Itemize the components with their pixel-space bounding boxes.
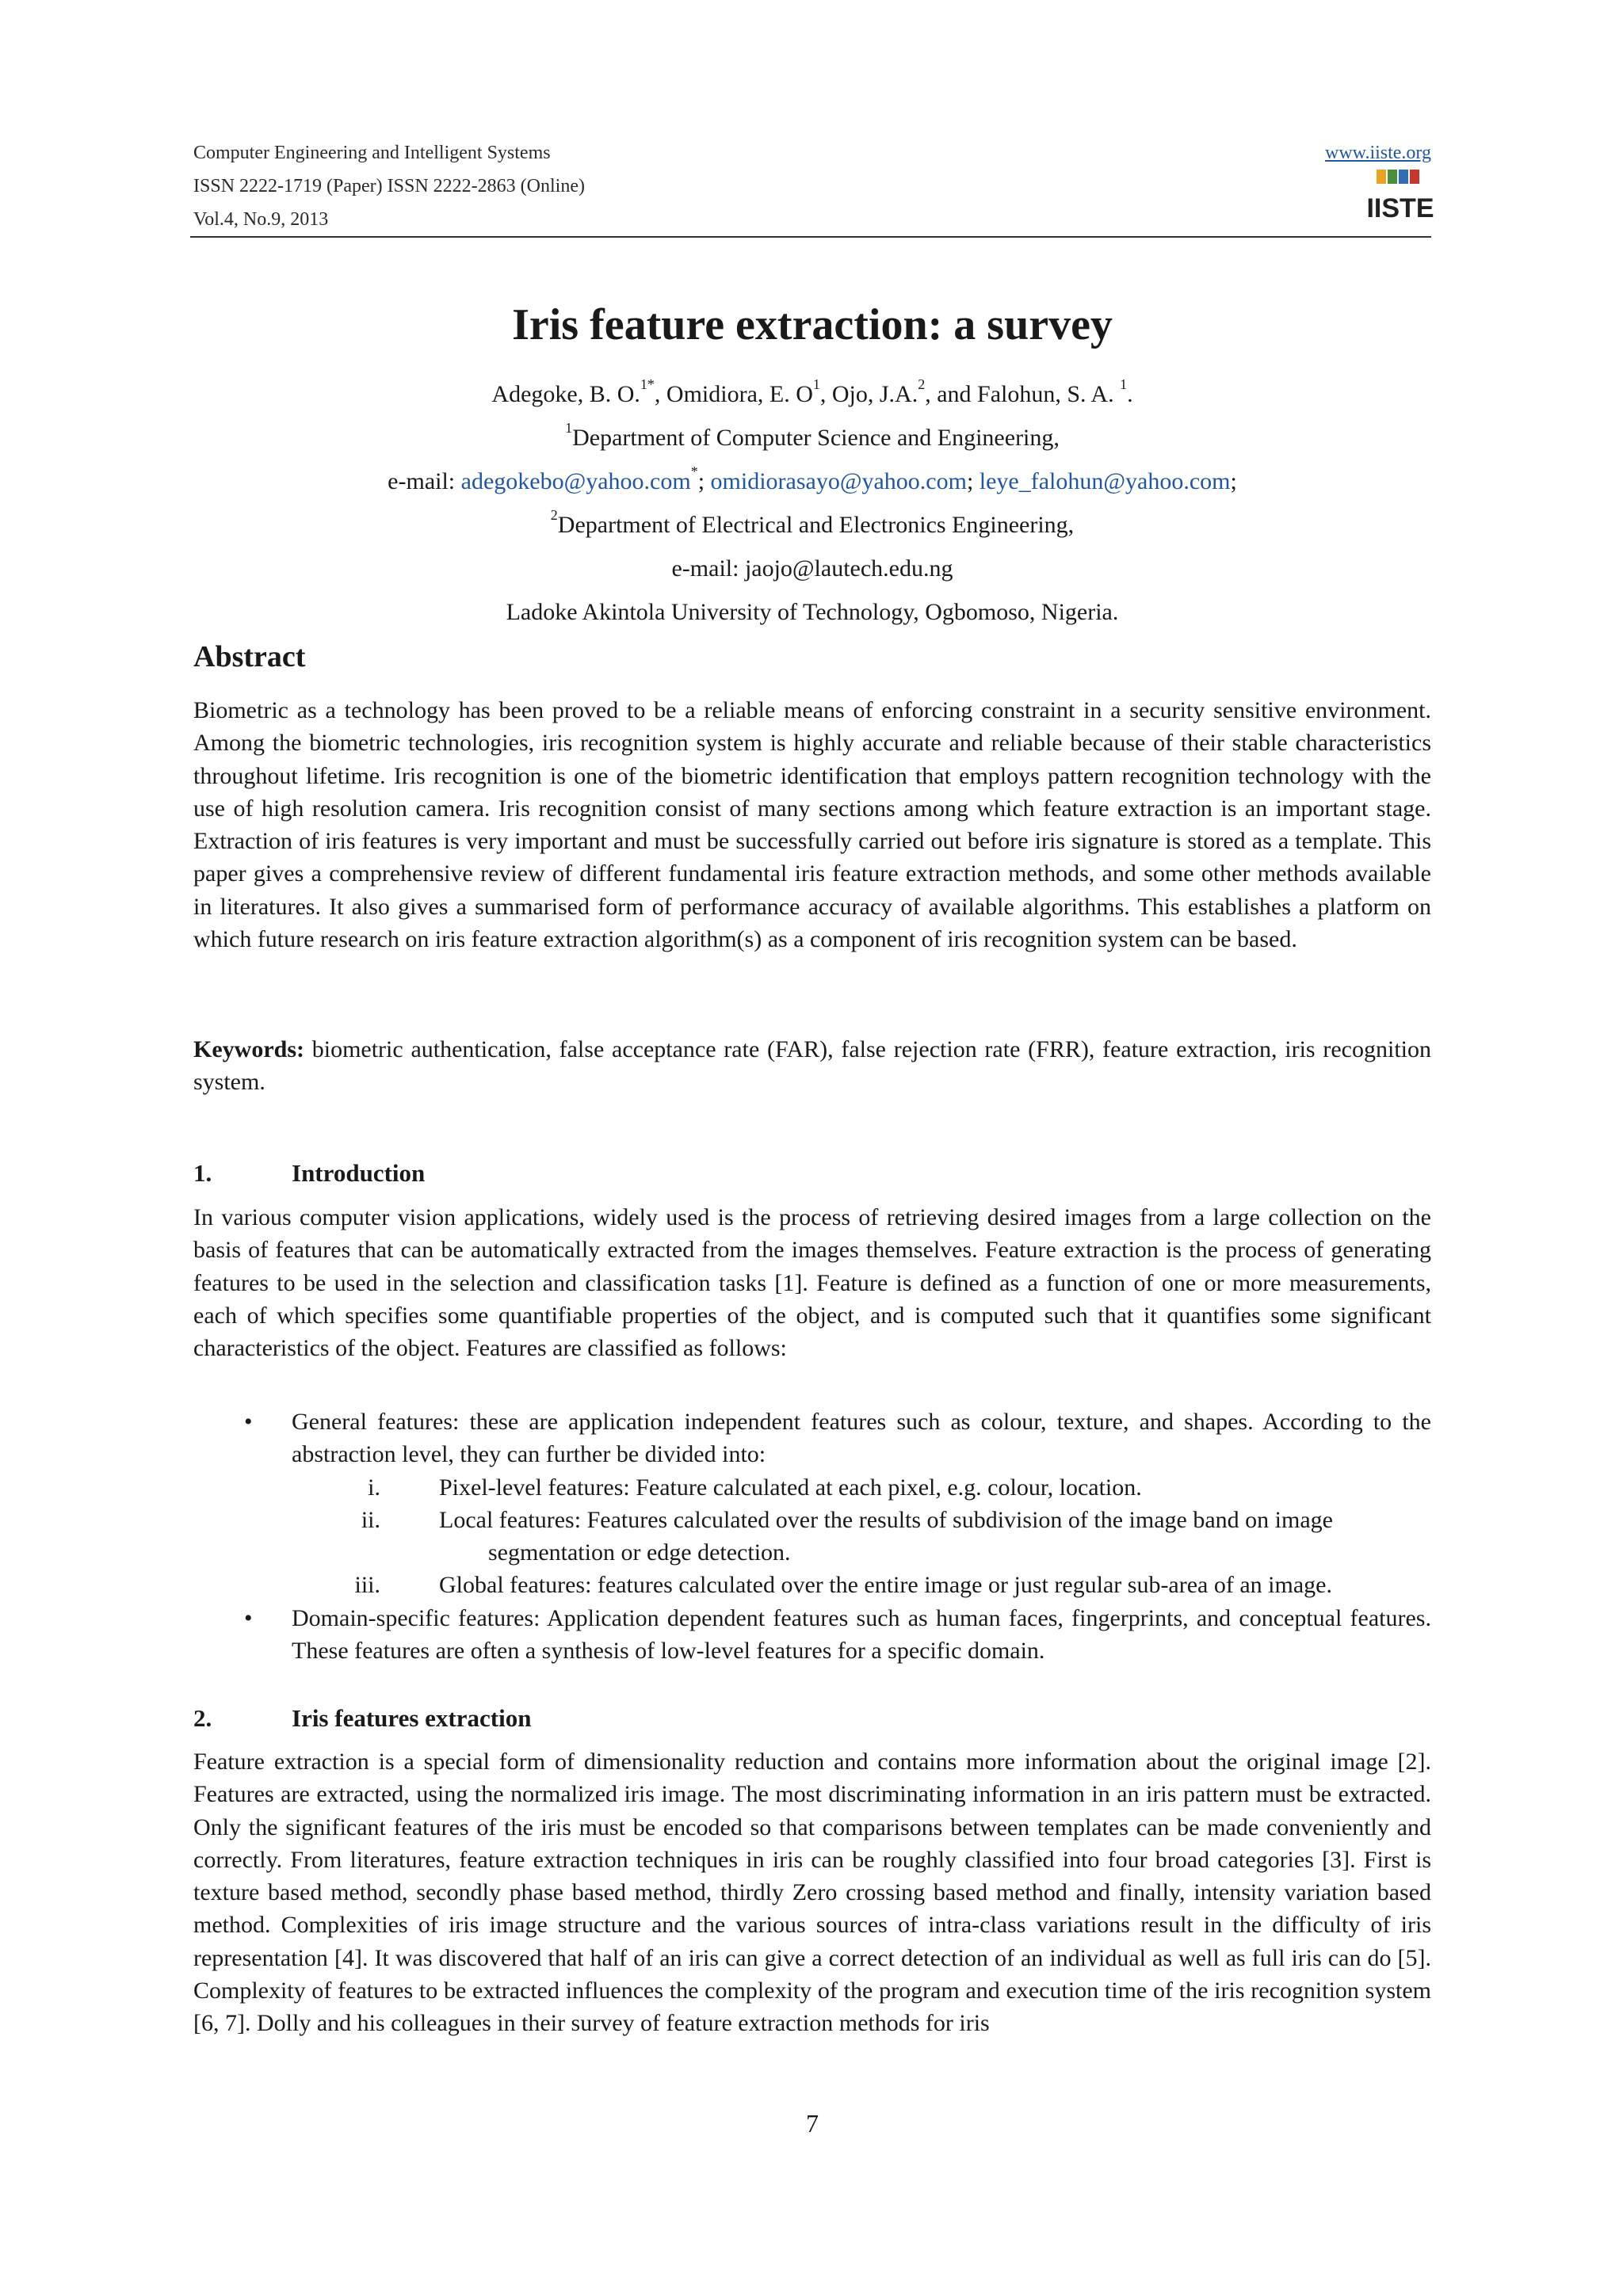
section-2-heading: 2. Iris features extraction	[193, 1704, 532, 1732]
list-item: • General features: these are application independent features such as colour, texture, and shapes. According to the abstraction level, they can further be divided into:	[193, 1405, 1431, 1471]
running-header	[193, 136, 1431, 236]
volume-line: Vol.4, No.9, 2013	[193, 209, 329, 230]
paper-title: Iris feature extraction: a survey	[512, 300, 1113, 349]
section-2-body: Feature extraction is a special form of dimensionality reduction and contains more information about the original image [2]. Features are extracted, using the normalized iris image. The most discriminating information in an iris pattern must be extracted. Only the significant features of the iris must be encoded so that comparisons between templates can be made conveniently and correctly. From literatures, feature extraction techniques in iris can be roughly classified into four broad categories [3]. First is texture based method, secondly phase based method, thirdly Zero crossing based method and finally, intensity variation based method. Complexities of iris image structure and the various sources of intra-class variations result in the difficulty of iris representation [4]. It was discovered that half of an iris can give a correct detection of an individual as well as full iris can do [5]. Complexity of features to be extracted influences the complexity of the program and execution time of the iris recognition system [6, 7]. Dolly and his colleagues in their survey of feature extraction methods for iris	[193, 1749, 1431, 2037]
section-1-body: In various computer vision applications, widely used is the process of retrieving desired images from a large collection on the basis of features that can be automatically extracted from the images themselves. Feature extraction is the process of generating features to be used in the selection and classification tasks [1]. Feature is defined as a function of one or more measurements, each of which specifies some quantifiable properties of the object, and is computed such that it quantifies some significant characteristics of the object. Features are classified as follows:	[193, 1204, 1431, 1362]
abstract-text: Biometric as a technology has been proved to be a reliable means of enforcing constraint in a security sensitive environment. Among the biometric technologies, iris recognition system is highly accurate and reliable because of their stable characteristics throughout lifetime. Iris recognition is one of the biometric identification that employs pattern recognition technology with the use of high resolution camera. Iris recognition consist of many sections among which feature extraction is an important stage. Extraction of iris features is very important and must be successfully carried out before iris signature is stored as a template. This paper gives a comprehensive review of different fundamental iris feature extraction methods, and some other methods available in literatures. It also gives a summarised form of performance accuracy of available algorithms. This establishes a platform on which future research on iris feature extraction algorithm(s) as a component of iris recognition system can be based.	[193, 697, 1431, 953]
sub-list-item: ii. Local features: Features calculated over the results of subdivision of the image band on image segmentation or edge detection.	[361, 1506, 1333, 1566]
page-number: 7	[806, 2109, 819, 2138]
abstract-heading: Abstract	[193, 640, 306, 673]
university-line: Ladoke Akintola University of Technology, Ogbomoso, Nigeria.	[506, 599, 1119, 625]
iiste-logo-icon	[1366, 168, 1434, 225]
author-line: Adegoke, B. O.$^{1*}$, Omidiora, E. $O^1$, Ojo, J.A.$^2$, and Falohun, S. A. $^1$.	[491, 376, 1133, 407]
keywords-line	[193, 1033, 1431, 1099]
logo-text: IISTE	[1366, 193, 1434, 223]
email-line-1: e-mail: adegokebo@yahoo.com*; omidiorasayo@yahoo.com; leye_falohun@yahoo.com;	[388, 463, 1237, 494]
affiliation-2: $^2$Department of Electrical and Electronics Engineering,	[550, 507, 1075, 538]
email-link-falohun[interactable]: leye_falohun@yahoo.com	[979, 468, 1231, 494]
issn-line: ISSN 2222-1719 (Paper) ISSN 2222-2863 (Online)	[193, 176, 585, 196]
journal-name: Computer Engineering and Intelligent Systems	[193, 143, 551, 163]
keywords-text: biometric authentication, false acceptance rate (FAR), false rejection rate (FRR), feature extraction, iris recognition system.	[193, 1036, 1431, 1096]
section-1-heading: 1. Introduction	[193, 1159, 426, 1187]
bullet-icon: •	[244, 1604, 253, 1631]
keywords-label: Keywords:	[193, 1036, 304, 1062]
email-link-adegoke[interactable]: adegokebo@yahoo.com	[460, 468, 691, 494]
bullet-icon: •	[244, 1409, 253, 1435]
affiliation-1: $^1$Department of Computer Science and Engineering,	[565, 420, 1060, 451]
email-link-omidiora[interactable]: omidiorasayo@yahoo.com	[710, 468, 967, 494]
sub-list-item: iii. Global features: features calculated over the entire image or just regular sub-area of an image.	[354, 1572, 1332, 1599]
journal-url-link[interactable]: www.iiste.org	[1325, 143, 1431, 163]
email-line-2: e-mail: jaojo@lautech.edu.ng	[671, 555, 953, 582]
header-rule	[190, 236, 1431, 238]
sub-list-item: i. Pixel-level features: Feature calculated at each pixel, e.g. colour, location.	[368, 1474, 1142, 1501]
feature-list	[193, 1405, 1431, 1667]
list-item: • Domain-specific features: Application dependent features such as human faces, fingerprints, and conceptual features. These features are often a synthesis of low-level features for a specific domain.	[193, 1602, 1431, 1668]
